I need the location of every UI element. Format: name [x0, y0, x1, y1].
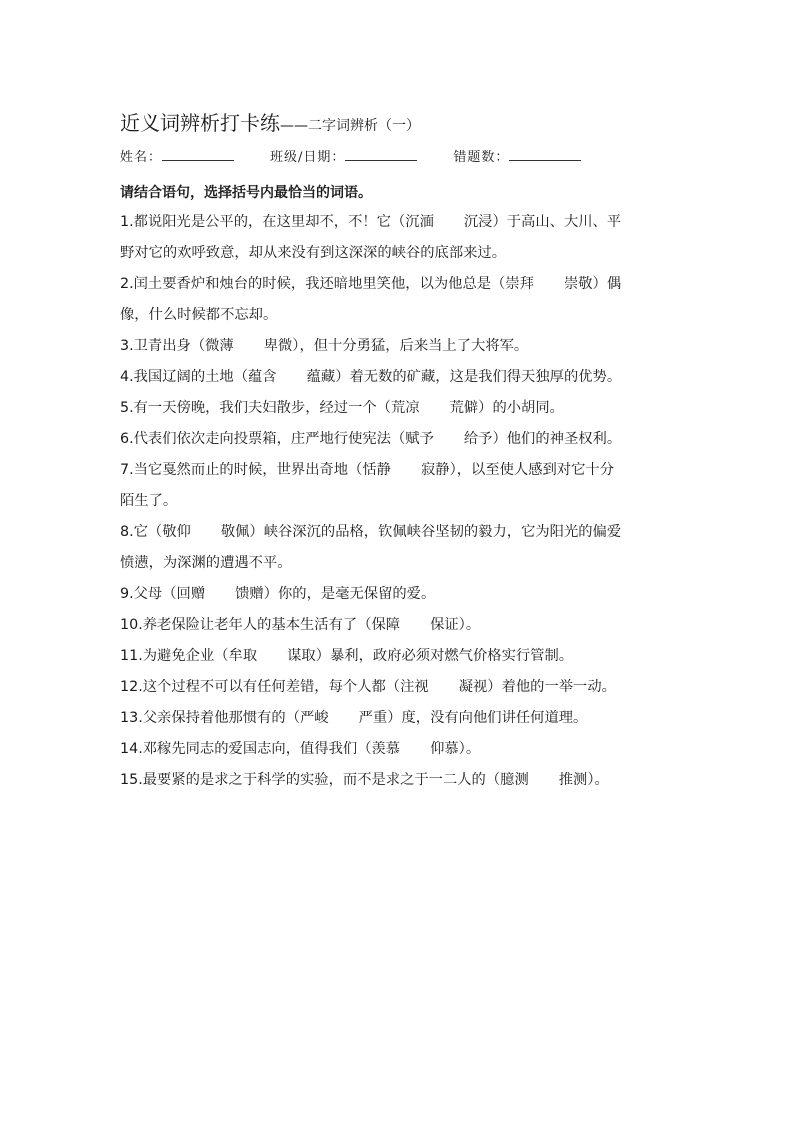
- name-label: 姓名：: [120, 150, 163, 165]
- worksheet-title: [120, 110, 420, 139]
- errors-blank[interactable]: [509, 148, 581, 161]
- instruction: 请结合语句，选择括号内最恰当的词语。: [120, 185, 372, 201]
- question-item: 14.邓稼先同志的爱国志向，值得我们（羡慕 仰慕）。: [120, 741, 481, 757]
- question-item: 8.它（敬仰 敬佩）峡谷深沉的品格，钦佩峡谷坚韧的毅力，它为阳光的偏爱: [120, 524, 622, 540]
- question-item: 15.最要紧的是求之于科学的实验，而不是求之于一二人的（臆测 推测）。: [120, 772, 609, 788]
- question-item: 9.父母（回赠 馈赠）你的，是毫无保留的爱。: [120, 586, 436, 602]
- question-item: 5.有一天傍晚，我们夫妇散步，经过一个（荒凉 荒僻）的小胡同。: [120, 400, 564, 416]
- question-item: 13.父亲保持着他那惯有的（严峻 严重）度，没有向他们讲任何道理。: [120, 710, 588, 726]
- question-item: 4.我国辽阔的土地（蕴含 蕴藏）着无数的矿藏，这是我们得天独厚的优势。: [120, 369, 622, 385]
- question-item: 10.养老保险让老年人的基本生活有了（保障 保证）。: [120, 617, 481, 633]
- question-list: [120, 207, 680, 796]
- title-sub: ——二字词辨析（一）: [280, 118, 420, 134]
- student-info-row: [120, 146, 680, 165]
- class-date-label: 班级/日期：: [270, 150, 346, 165]
- question-item: 3.卫青出身（微薄 卑微），但十分勇猛，后来当上了大将军。: [120, 338, 529, 354]
- question-item: 7.当它戛然而止的时候，世界出奇地（恬静 寂静），以至使人感到对它十分: [120, 462, 614, 478]
- question-item: 1.都说阳光是公平的，在这里却不，不！它（沉湎 沉浸）于高山、大川、平: [120, 214, 622, 230]
- question-item-cont: 野对它的欢呼致意，却从来没有到这深深的峡谷的底部来过。: [120, 245, 507, 261]
- question-item-cont: 愤懑，为深渊的遭遇不平。: [120, 555, 292, 571]
- class-date-blank[interactable]: [345, 148, 417, 161]
- question-item: 2.闰土要香炉和烛台的时候，我还暗地里笑他，以为他总是（崇拜 崇敬）偶: [120, 276, 622, 292]
- errors-label: 错题数：: [453, 150, 510, 165]
- name-blank[interactable]: [162, 148, 234, 161]
- question-item-cont: 像，什么时候都不忘却。: [120, 307, 278, 323]
- question-item-cont: 陌生了。: [120, 493, 178, 509]
- title-main: 近义词辨析打卡练: [120, 111, 280, 135]
- question-item: 11.为避免企业（牟取 谋取）暴利，政府必须对燃气价格实行管制。: [120, 648, 574, 664]
- question-item: 6.代表们依次走向投票箱，庄严地行使宪法（赋予 给予）他们的神圣权利。: [120, 431, 622, 447]
- question-item: 12.这个过程不可以有任何差错，每个人都（注视 凝视）着他的一举一动。: [120, 679, 616, 695]
